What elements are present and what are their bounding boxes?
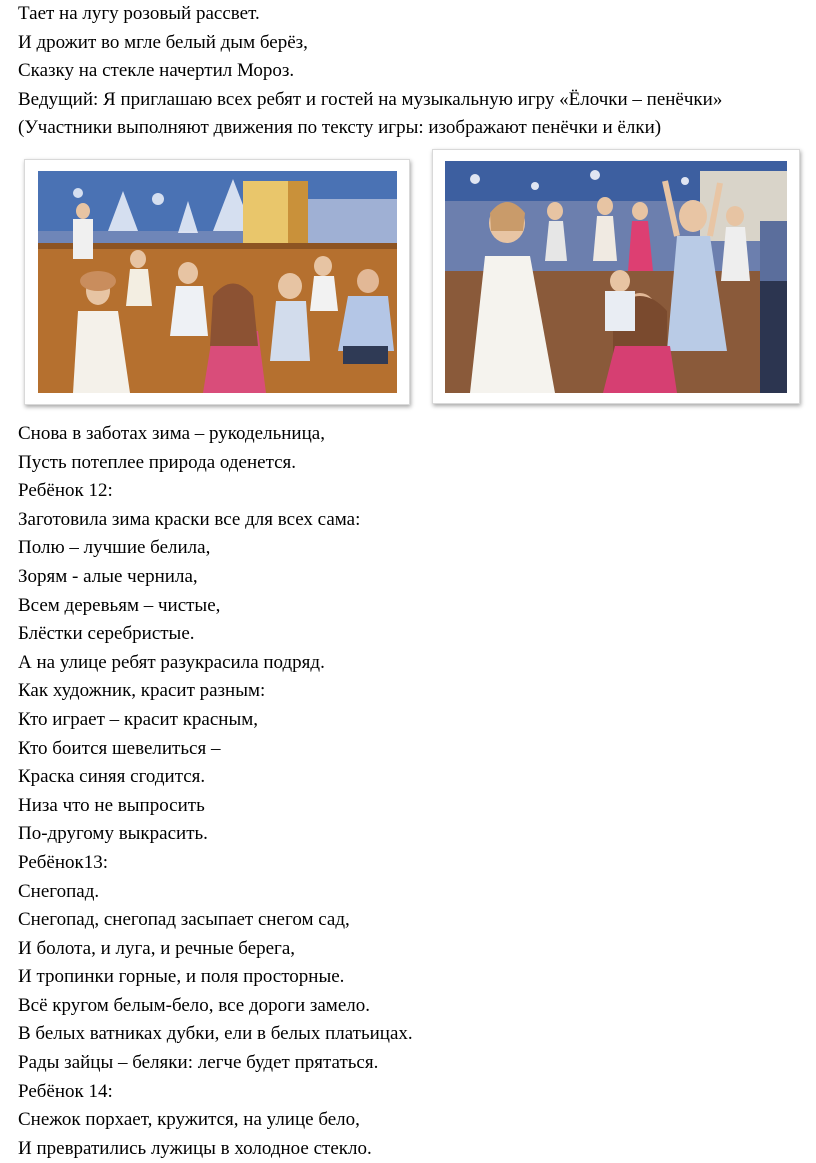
- text-line: По-другому выкрасить.: [18, 823, 208, 845]
- text-line: Кто боится шевелиться –: [18, 737, 221, 759]
- poem-title: Снегопад.: [18, 880, 100, 902]
- text-line: Краска синяя сгодится.: [18, 766, 206, 788]
- speaker-label: Ребёнок 14:: [18, 1080, 113, 1102]
- text-line: Зорям - алые чернила,: [18, 565, 198, 587]
- text-line: Снежок порхает, кружится, на улице бело,: [18, 1109, 360, 1131]
- text-line: Кто играет – красит красным,: [18, 708, 259, 730]
- text-line: Тает на лугу розовый рассвет.: [18, 3, 260, 24]
- photo-children-crouching: [24, 159, 410, 405]
- speaker-label: Ребёнок 12:: [18, 480, 113, 502]
- text-line: Рады зайцы – беляки: легче будет прятаться.: [18, 1052, 379, 1074]
- photo-2-illustration: [445, 161, 787, 393]
- text-line: А на улице ребят разукрасила подряд.: [18, 651, 325, 673]
- text-line: Блёстки серебристые.: [18, 623, 195, 645]
- text-line: (Участники выполняют движения по тексту игры: изображают пенёчки и ёлки): [18, 117, 662, 139]
- poem-text-block: [18, 420, 816, 1163]
- photo-image: [445, 161, 787, 393]
- text-line: В белых ватниках дубки, ели в белых платьицах.: [18, 1023, 413, 1045]
- photo-1-illustration: [38, 171, 397, 393]
- text-line: Как художник, красит разным:: [18, 680, 266, 702]
- text-line: Сказку на стекле начертил Мороз.: [18, 60, 295, 82]
- text-line: И дрожит во мгле белый дым берёз,: [18, 31, 308, 53]
- text-line: Всем деревьям – чистые,: [18, 594, 221, 616]
- photo-image: [38, 171, 397, 393]
- photo-children-dancing: [432, 149, 800, 404]
- text-line: Снова в заботах зима – рукодельница,: [18, 423, 325, 444]
- text-line: Снегопад, снегопад засыпает снегом сад,: [18, 909, 350, 931]
- intro-text-block: [18, 0, 816, 143]
- text-line: Ведущий: Я приглашаю всех ребят и гостей на музыкальную игру «Ёлочки – пенёчки»: [18, 88, 723, 110]
- text-line: Полю – лучшие белила,: [18, 537, 211, 559]
- text-line: И превратились лужицы в холодное стекло.: [18, 1137, 372, 1159]
- text-line: Всё кругом белым-бело, все дороги замело.: [18, 994, 370, 1016]
- text-line: Заготовила зима краски все для всех сама:: [18, 508, 361, 530]
- text-line: Пусть потеплее природа оденется.: [18, 451, 297, 473]
- speaker-label: Ребёнок13:: [18, 851, 109, 873]
- text-line: И тропинки горные, и поля просторные.: [18, 966, 345, 988]
- text-line: Низа что не выпросить: [18, 794, 205, 816]
- text-line: И болота, и луга, и речные берега,: [18, 937, 296, 959]
